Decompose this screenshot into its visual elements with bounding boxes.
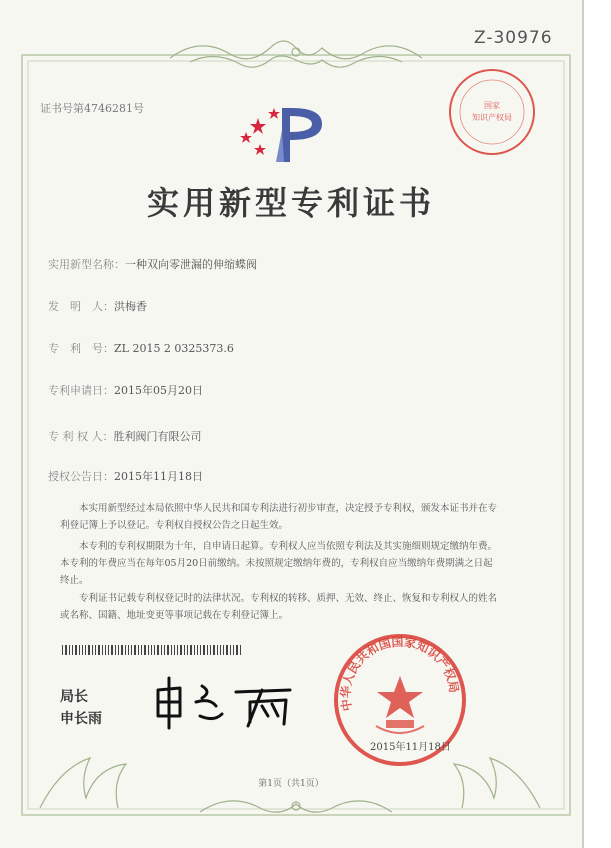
- scan-margin: [583, 0, 611, 848]
- field-label: 专利申请日：: [48, 384, 114, 397]
- field-patent-number: [48, 340, 234, 356]
- director-name: 申长雨: [60, 711, 102, 727]
- scan-edge-line: [582, 0, 584, 848]
- field-patentee: [48, 428, 202, 444]
- page-title: 实用新型专利证书: [146, 184, 435, 222]
- seal-text: 中华人民共和国国家知识产权局: [338, 634, 462, 712]
- field-inventor: [48, 298, 147, 314]
- field-value: 洪梅香: [114, 300, 147, 313]
- field-label: 发 明 人：: [48, 300, 114, 313]
- director-title: 局长: [60, 689, 88, 705]
- field-value: 2015年11月18日: [114, 470, 203, 483]
- paragraph-term: 本专利的专利权期限为十年，自申请日起算。专利权人应当依照专利法及其实施细则规定缴纳年费。本专利的年费应当在每年05月20日前缴纳。未按照规定缴纳年费的，专利权自应当缴纳年费期满之日起终止。: [60, 541, 498, 586]
- field-value: 一种双向零泄漏的伸缩蝶阀: [125, 258, 257, 271]
- top-ornament: [170, 41, 422, 67]
- svg-text:国家: 国家: [484, 101, 500, 110]
- cnipa-logo-icon: [236, 100, 336, 170]
- field-label: 专 利 权 人：: [48, 430, 114, 443]
- small-seal: [446, 66, 538, 158]
- paragraph-record: 专利证书记载专利权登记时的法律状况。专利权的转移、质押、无效、终止、恢复和专利权人的姓名或名称、国籍、地址变更等事项记载在专利登记簿上。: [60, 593, 498, 621]
- signature: [150, 672, 300, 732]
- field-label: 专 利 号：: [48, 342, 114, 355]
- handwritten-note: Z-30976: [474, 28, 553, 48]
- field-label: 实用新型名称：: [48, 258, 125, 271]
- seal-date: 2015年11月18日: [370, 742, 451, 753]
- field-grant-date: [48, 468, 203, 484]
- field-utility-model-name: [48, 256, 257, 272]
- barcode: [62, 645, 242, 655]
- field-value: 2015年05月20日: [114, 384, 203, 397]
- field-value: 胜利阀门有限公司: [113, 430, 202, 443]
- certificate-number: 证书号第4746281号: [40, 102, 144, 115]
- field-label: 授权公告日：: [48, 470, 114, 483]
- field-application-date: [48, 382, 203, 398]
- paragraph-grant: 本实用新型经过本局依照中华人民共和国专利法进行初步审查，决定授予专利权，颁发本证书并在专利登记簿上予以登记。专利权自授权公告之日起生效。: [60, 503, 498, 531]
- svg-text:知识产权局: 知识产权局: [472, 113, 512, 122]
- page-number: 第1页（共1页）: [258, 779, 324, 789]
- field-value: ZL 2015 2 0325373.6: [114, 342, 234, 355]
